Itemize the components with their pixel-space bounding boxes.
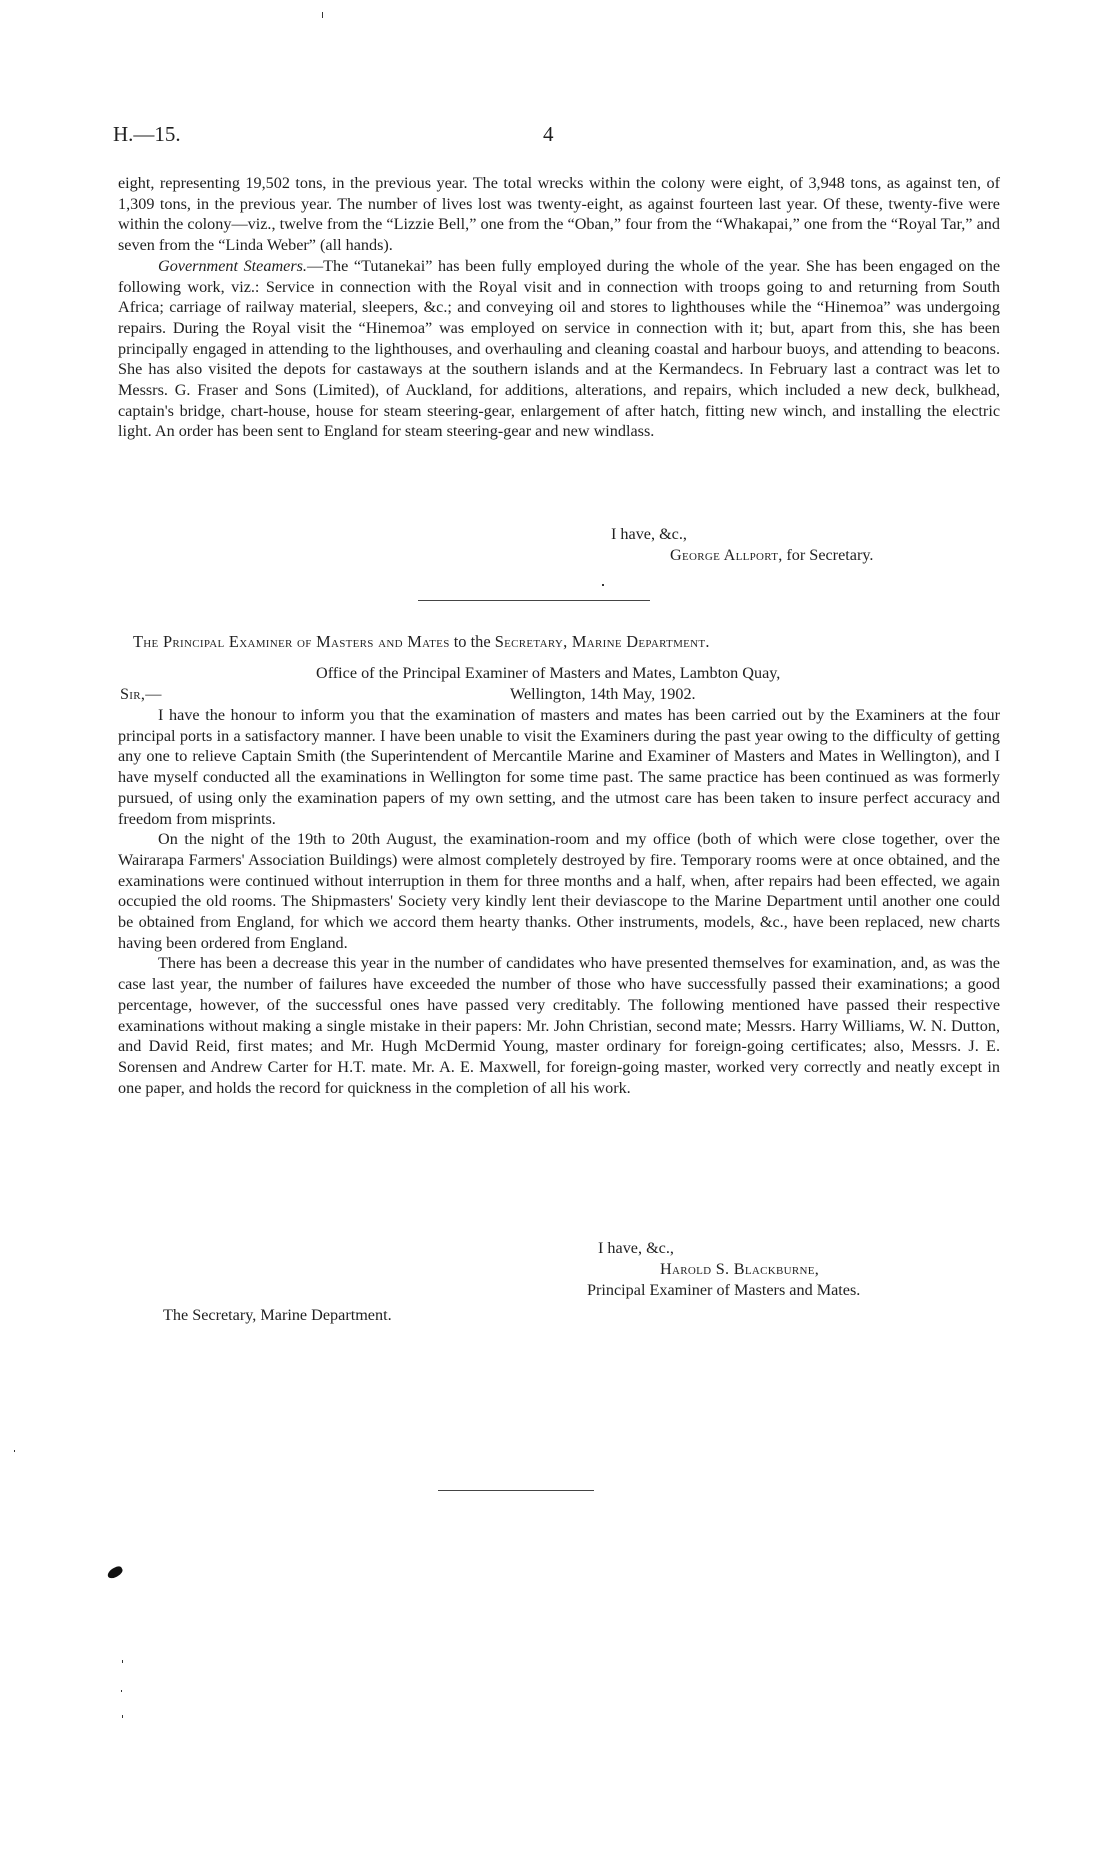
- letter-signatory-title: Principal Examiner of Masters and Mates.: [587, 1281, 861, 1299]
- document-reference: H.—15.: [113, 122, 181, 146]
- scan-speck: [121, 1690, 122, 1692]
- letter-to: Secretary, Marine Department.: [494, 632, 710, 651]
- letter-address-line-2: Wellington, 14th May, 1902.: [510, 685, 696, 703]
- letter-title: [133, 632, 710, 653]
- page-number: 4: [543, 122, 554, 146]
- section-text: —The “Tutanekai” has been fully employed during the whole of the year. She has been engaged on the following work, viz.: Service in connection with the Royal visit and in connection with troops going to and returning from South Africa; carriage of railway material, sleepers, &c.; and conveying oil and stores to lighthouses while the “Hinemoa” was undergoing repairs. During the Royal visit the “Hinemoa” was employed on service in connection with it; but, apart from this, she has been principally engaged in attending to the lighthouses, and overhauling and cleaning coastal and harbour buoys, and attending to beacons. She has also visited the depots for castaways at the southern islands and at the Kermandecs. In February last a contract was let to Messrs. G. Fraser and Sons (Limited), of Auckland, for additions, alterations, and repairs, which included a new deck, bulkhead, captain's bridge, chart-house, house for steam steering-gear, enlargement of after hatch, fitting new winch, and installing the electric light. An order has been sent to England for steam steering-gear and new windlass.: [118, 256, 1001, 441]
- scan-speck: [122, 1660, 123, 1663]
- section-heading: Government Steamers.: [158, 256, 307, 275]
- signatory-role: , for Secretary.: [778, 546, 874, 564]
- report-section: [118, 173, 1000, 442]
- salutation: Sir,—: [120, 685, 162, 703]
- scan-speck: [122, 1715, 123, 1718]
- letter-paragraph-2: On the night of the 19th to 20th August, the examination-room and my office (both of which were close together, over the Wairarapa Farmers' Association Buildings) were almost completely destroyed by fire. Temporary rooms were at once obtained, and the examinations were continued without interruption in them for three months and a half, when, after repairs had been effected, we again occupied the old rooms. The Shipmasters' Society very kindly lent their deviascope to the Marine Department until another one could be obtained from England, for which we accord them hearty thanks. Other instruments, models, &c., have been replaced, new charts having been ordered from England.: [118, 830, 1000, 952]
- letter-paragraph-3: There has been a decrease this year in the number of candidates who have presented themselves for examination, and, as was the case last year, the number of failures have exceeded the number of those who have successfully passed their examinations; a good percentage, however, of the successful ones have passed very creditably. The following mentioned have passed their respective examinations without making a single mistake in their papers: Mr. John Christian, second mate; Messrs. Harry Williams, W. N. Dutton, and David Reid, first mates; and Mr. Hugh McDermid Young, master ordinary for foreign-going certificates; also, Messrs. J. E. Sorensen and Andrew Carter for H.T. mate. Mr. A. E. Maxwell, for foreign-going master, worked very correctly and neatly except in one paper, and holds the record for quickness in the completion of all his work.: [118, 954, 1000, 1097]
- report-closing: I have, &c.,: [611, 525, 687, 543]
- scan-speck: [322, 12, 323, 18]
- scan-speck: [14, 1450, 15, 1452]
- letter-paragraph-1: I have the honour to inform you that the examination of masters and mates has been carried out by the Examiners at the four principal ports in a satisfactory manner. I have been unable to visit the Examiners during the past year owing to the difficulty of getting any one to relieve Captain Smith (the Superintendent of Mercantile Marine and Examiner of Masters and Mates in Wellington), and I have myself conducted all the examinations in Wellington for some time past. The same practice has been continued as was formerly pursued, of using only the examination papers of my own setting, and the utmost care has been taken to insure perfect accuracy and freedom from misprints.: [118, 706, 1000, 828]
- letter-to-word: to the: [449, 632, 495, 651]
- letter-body: [118, 705, 1000, 1098]
- letter-from: The Principal Examiner of Masters and Mates: [133, 632, 450, 651]
- section-divider: [418, 600, 650, 601]
- scan-speck: [602, 584, 604, 586]
- letter-address-line-1: Office of the Principal Examiner of Masters and Mates, Lambton Quay,: [316, 664, 781, 682]
- letter-signatory-name: Harold S. Blackburne,: [660, 1260, 820, 1278]
- signatory-name: George Allport: [670, 546, 779, 564]
- letter-addressee: The Secretary, Marine Department.: [163, 1306, 392, 1324]
- government-steamers-paragraph: [118, 256, 1000, 442]
- wrecks-paragraph: eight, representing 19,502 tons, in the previous year. The total wrecks within the colony were eight, of 3,948 tons, as against ten, of 1,309 tons, in the previous year. The number of lives lost was twenty-eight, as against fourteen last year. Of these, twenty-five were within the colony—viz., twelve from the “Lizzie Bell,” one from the “Oban,” four from the “Whakapai,” one from the “Royal Tar,” and seven from the “Linda Weber” (all hands).: [118, 174, 1000, 255]
- end-divider: [438, 1490, 594, 1491]
- scan-blot: [106, 1565, 124, 1580]
- letter-closing: I have, &c.,: [598, 1239, 674, 1257]
- page-header: [113, 122, 1001, 152]
- report-signature: [670, 545, 873, 566]
